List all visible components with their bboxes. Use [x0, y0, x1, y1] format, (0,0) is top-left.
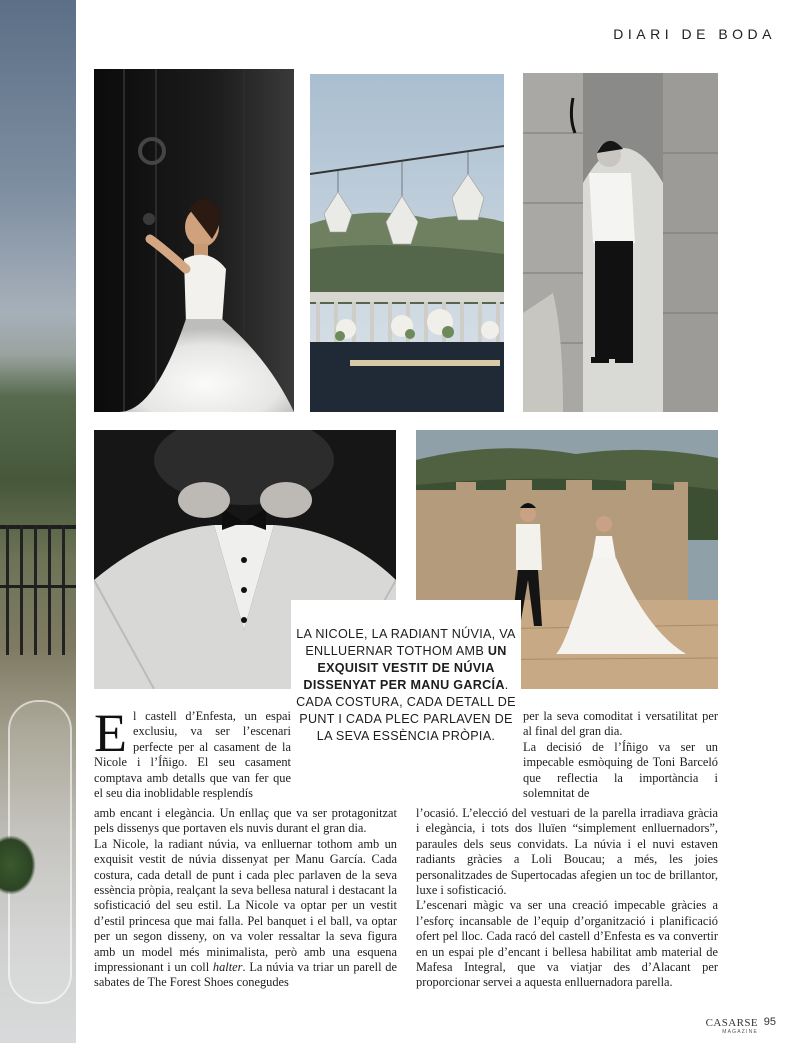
- section-header: DIARI DE BODA: [613, 26, 776, 42]
- foliage-graphic: [0, 835, 36, 895]
- article-right-narrow: [523, 709, 718, 801]
- magazine-logo: CASARSE: [705, 1017, 758, 1029]
- pull-quote-tail: . CADA COSTURA, CADA DETALL DE PUNT I CADA PLEC PARLAVEN DE LA SEVA ESSÈNCIA PRÒPIA.: [296, 678, 516, 743]
- article-intro-text: l castell d’Enfesta, un espai exclusiu, va ser l’escenari perfecte per al casament de la Nicole i l’Íñigo. El seu casament comptava amb detalls que van fer que el seu dia inoblidable resplendís: [94, 709, 291, 801]
- pull-quote-emphasis: UN EXQUISIT VESTIT DE NÚVIA DISSENYAT PER MANU GARCÍA: [303, 644, 507, 692]
- article-paragraph: l’ocasió. L’elecció del vestuari de la parella irradiava gràcia i elegància, i tots dos lluïen “simplement enlluernadors”, paraules dels seus convidats. La núvia i el nuvi estaven radiants gràcies a Loli Boucau; a més, les joies personalitzades de Supertocadas afegien un toc de brillantor, luxe i sofisticació.: [416, 806, 718, 898]
- article-paragraph: per la seva comoditat i versatilitat per al final del gran dia.: [523, 709, 718, 739]
- article-paragraph: La decisió de l’Íñigo va ser un impecable esmòquing de Toni Barceló que reflectia la importància i solemnitat de: [523, 739, 718, 801]
- article-paragraph: La Nicole, la radiant núvia, va enlluernar tothom amb un exquisit vestit de núvia dissenyat per Manu García. Cada costura, cada detall de punt i cada plec parlaven de la seva essència pròpia, realçant la seva bellesa natural i destacant la sofisticació del seu estil. La Nicole va optar per un vestit d’estil princesa que mai falla. Pel banquet i el ball, va optar per un segon disseny, on va voler ressaltar la seva figura amb un model més minimalista, però amb una esquena impressionant i un coll halter. La núvia va triar un parell de sabates de The Forest Shoes conegudes: [94, 836, 397, 990]
- iron-railing-graphic: [0, 525, 76, 655]
- article-paragraph: L’escenari màgic va ser una creació impecable gràcies a l’esforç incansable de l’equip d’organització i planificació ofert pel lloc. Cada racó del castell d’Enfesta es va convertir en un espai ple d’encant i bellesa habilitat amb material de Mafesa Integral, que va viatjar des d’Alacant per proporcionar servei a aquesta enlluernadora parella.: [416, 898, 718, 990]
- article-right-wide: [416, 806, 718, 991]
- page-number: 95: [763, 1016, 776, 1028]
- magazine-logo-sub: MAGAZINE: [722, 1029, 758, 1035]
- drop-cap: E: [94, 703, 127, 763]
- previous-page-photo-strip: [0, 0, 76, 1043]
- article-left-wide: [94, 806, 397, 991]
- italic-term: halter: [212, 960, 243, 975]
- pull-quote-lead: LA NICOLE, LA RADIANT NÚVIA, VA ENLLUERNAR TOTHOM AMB: [296, 627, 516, 658]
- chandeliers-table-photo: [310, 74, 504, 412]
- article-paragraph: amb encant i elegància. Un enllaç que va ser protagonitzat pels dissenys que portaven els nuvis durant el gran dia.: [94, 806, 397, 836]
- pull-quote: [291, 600, 521, 790]
- groom-in-doorway-photo: [523, 73, 718, 412]
- bride-at-door-photo: [94, 69, 294, 412]
- article-left-narrow: [94, 703, 291, 801]
